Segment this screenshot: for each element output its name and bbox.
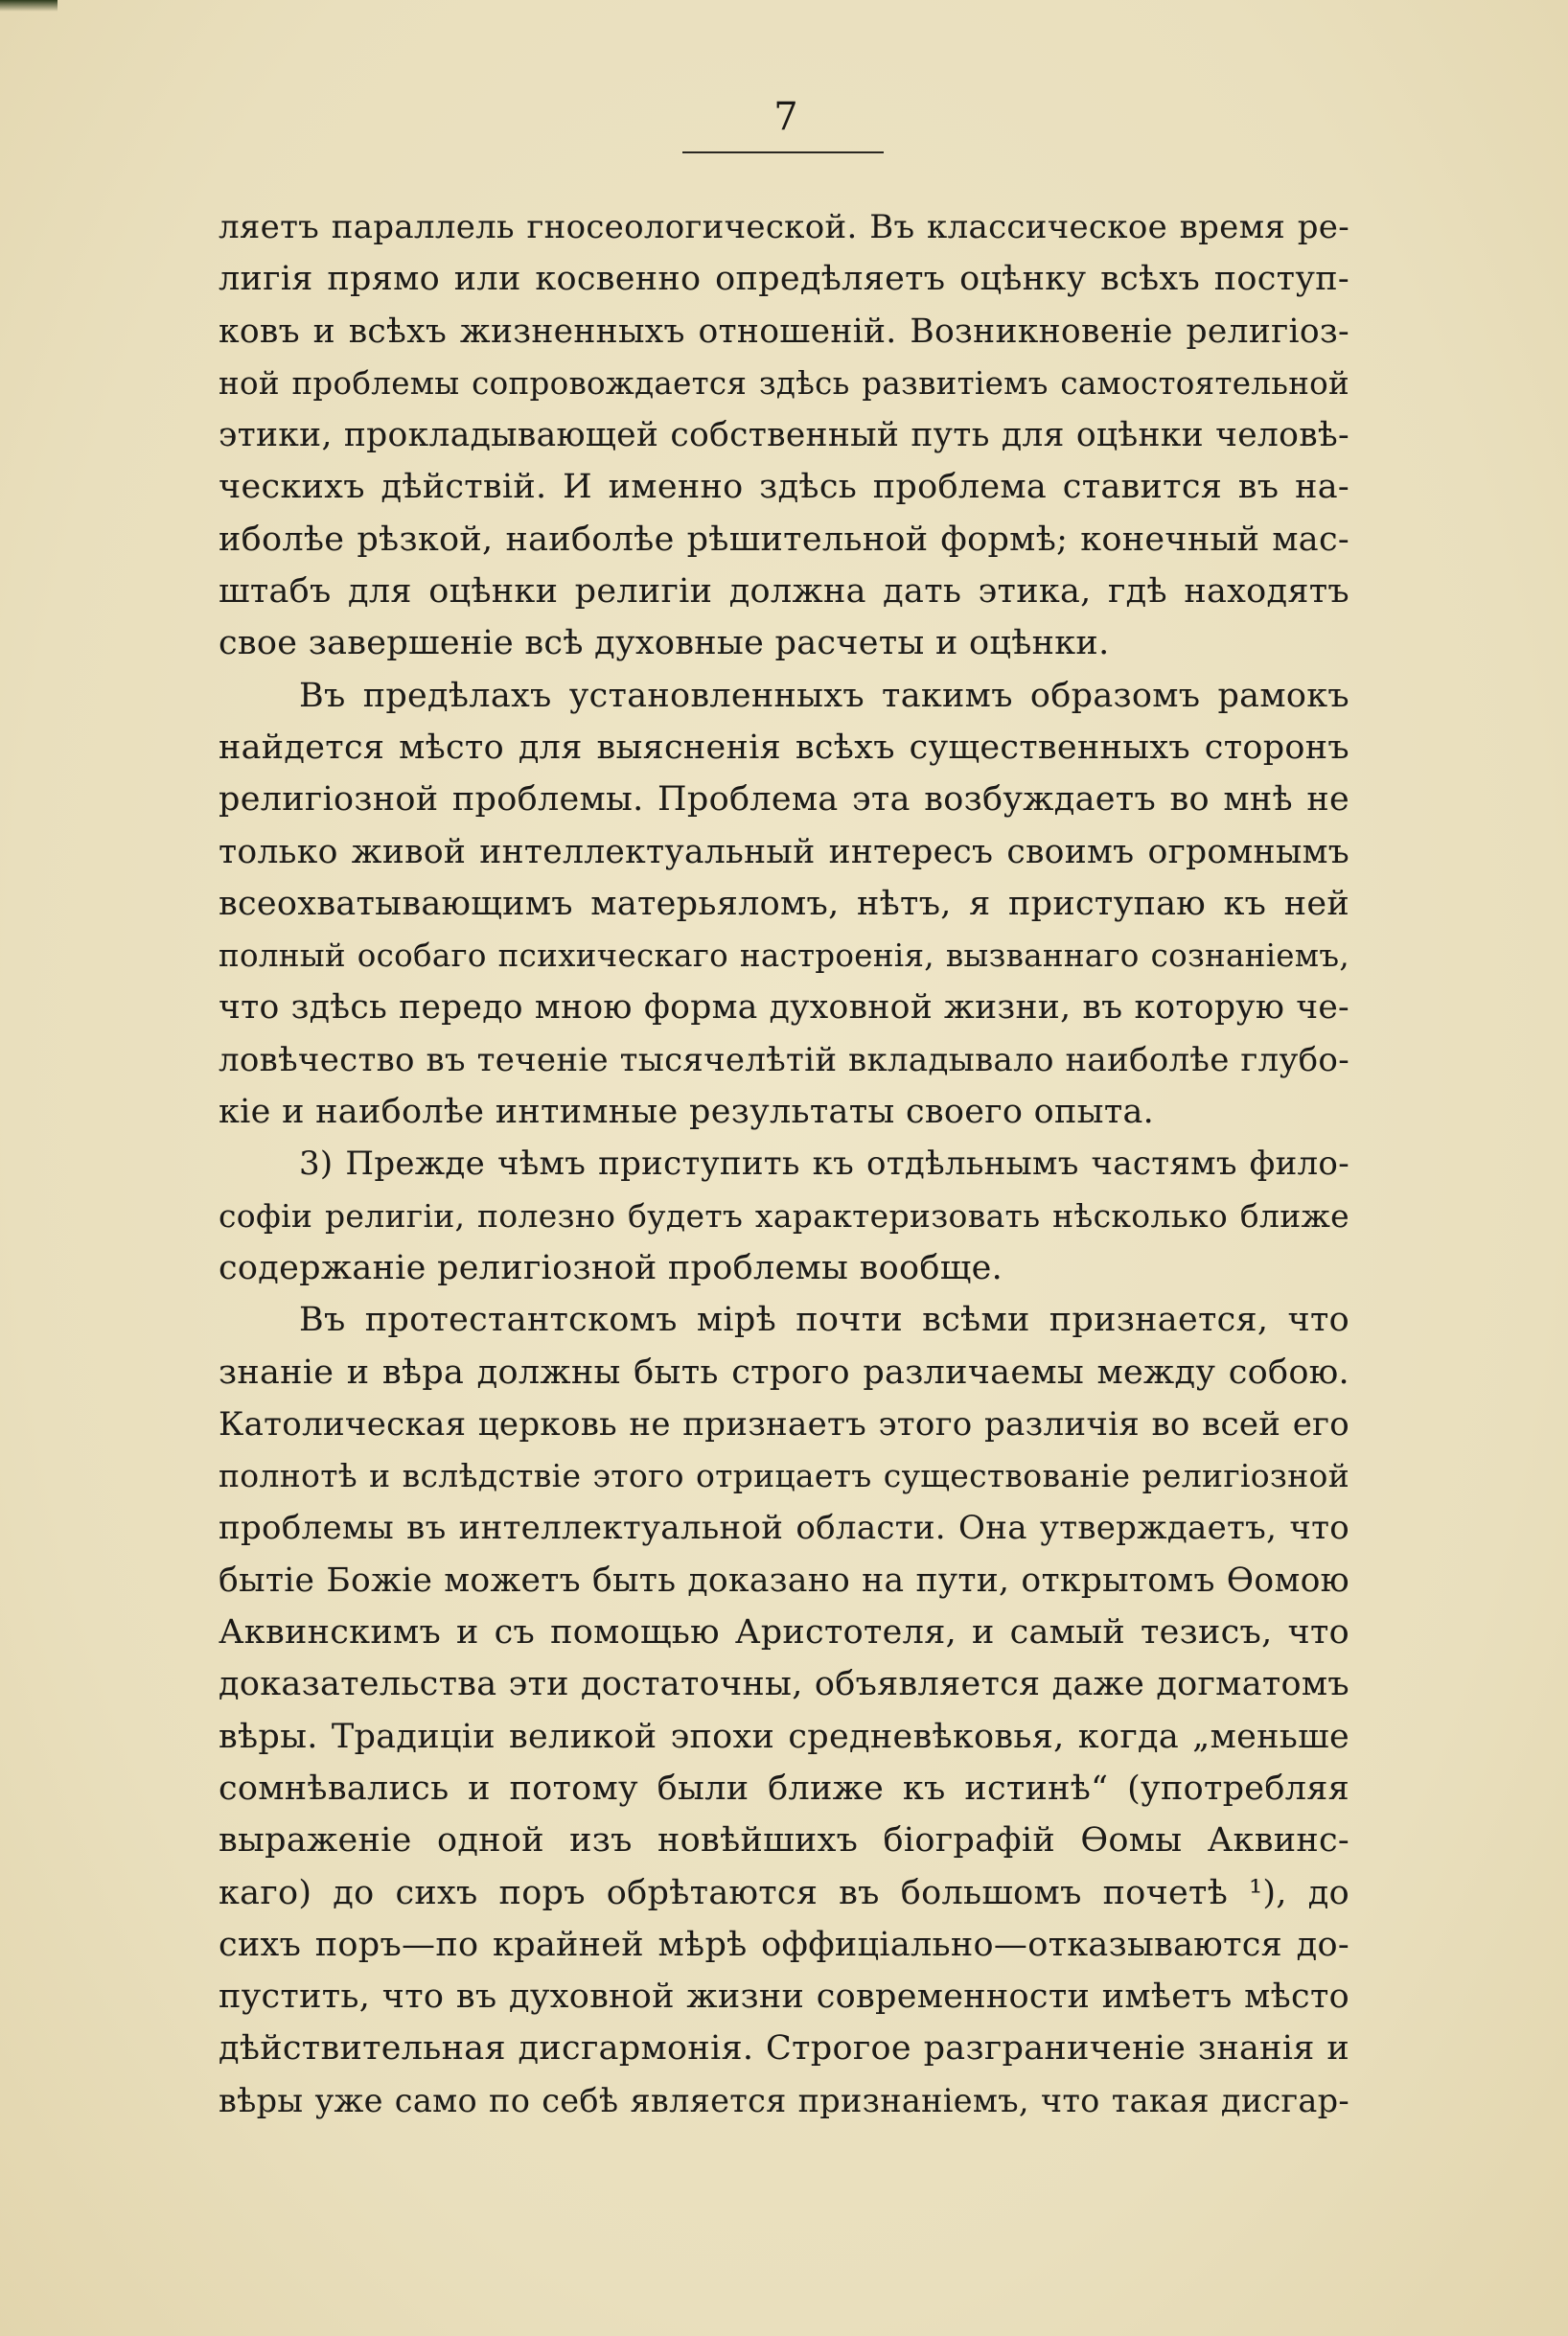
text-line: ческихъ дѣйствій. И именно здѣсь проблема ставится въ на- bbox=[219, 468, 1349, 507]
text-line: 3) Прежде чѣмъ приступить къ отдѣльнымъ частямъ фило- bbox=[299, 1145, 1349, 1184]
text-line: Въ протестантскомъ мірѣ почти всѣми признается, что bbox=[299, 1301, 1349, 1340]
page-number: 7 bbox=[773, 95, 798, 139]
text-line: пустить, что въ духовной жизни современности имѣетъ мѣсто bbox=[219, 1978, 1349, 2017]
text-line: Католическая церковь не признаетъ этого различія во всей его bbox=[219, 1404, 1349, 1444]
text-line: вѣры. Традиціи великой эпохи средневѣковья, когда „меньше bbox=[219, 1717, 1349, 1756]
page-edge-shadow bbox=[0, 0, 58, 12]
body-text bbox=[219, 201, 1349, 2127]
text-line: Аквинскимъ и съ помощью Аристотеля, и самый тезисъ, что bbox=[219, 1613, 1349, 1653]
text-line: выраженіе одной изъ новѣйшихъ біографій Ѳомы Аквинс- bbox=[219, 1821, 1349, 1861]
text-line: что здѣсь передо мною форма духовной жизни, въ которую че- bbox=[219, 988, 1349, 1028]
text-line: полнотѣ и вслѣдствіе этого отрицаетъ существованіе религіозной bbox=[219, 1457, 1349, 1495]
text-line: штабъ для оцѣнки религіи должна дать этика, гдѣ находятъ bbox=[219, 572, 1349, 612]
text-line: этики, прокладывающей собственный путь для оцѣнки человѣ- bbox=[219, 416, 1349, 455]
text-line: иболѣе рѣзкой, наиболѣе рѣшительной формѣ; конечный мас- bbox=[219, 520, 1349, 559]
text-line: бытіе Божіе можетъ быть доказано на пути, открытомъ Ѳомою bbox=[219, 1561, 1349, 1600]
text-line: сомнѣвались и потому были ближе къ истинѣ“ (употребляя bbox=[219, 1769, 1349, 1808]
text-line: софіи религіи, полезно будетъ характеризовать нѣсколько ближе bbox=[219, 1196, 1349, 1235]
text-line: только живой интеллектуальный интересъ своимъ огромнымъ bbox=[219, 832, 1349, 871]
text-line: ной проблемы сопровождается здѣсь развитіемъ самостоятельной bbox=[219, 364, 1349, 402]
text-line: дѣйствительная дисгармонія. Строгое разграниченіе знанія и bbox=[219, 2029, 1349, 2069]
text-line: найдется мѣсто для выясненія всѣхъ существенныхъ сторонъ bbox=[219, 728, 1349, 767]
text-line: Въ предѣлахъ установленныхъ такимъ образомъ рамокъ bbox=[299, 676, 1349, 715]
text-line: полный особаго психическаго настроенія, вызваннаго сознаніемъ, bbox=[219, 937, 1349, 975]
text-line: лигія прямо или косвенно опредѣляетъ оцѣнку всѣхъ поступ- bbox=[219, 260, 1349, 299]
text-line: кіе и наиболѣе интимные результаты своего опыта. bbox=[219, 1093, 1155, 1132]
text-line: свое завершеніе всѣ духовные расчеты и оцѣнки. bbox=[219, 624, 1110, 663]
text-line: ковъ и всѣхъ жизненныхъ отношеній. Возникновеніе религіоз- bbox=[219, 312, 1349, 351]
text-line: ляетъ параллель гносеологической. Въ классическое время ре- bbox=[219, 208, 1349, 246]
text-line: знаніе и вѣра должны быть строго различаемы между собою. bbox=[219, 1353, 1349, 1392]
text-line: вѣры уже само по себѣ является признаніемъ, что такая дисгар- bbox=[219, 2081, 1349, 2119]
text-line: доказательства эти достаточны, объявляется даже догматомъ bbox=[219, 1665, 1349, 1704]
text-line: проблемы въ интеллектуальной области. Она утверждаетъ, что bbox=[219, 1509, 1349, 1548]
text-line: ловѣчество въ теченіе тысячелѣтій вкладывало наиболѣе глубо- bbox=[219, 1040, 1349, 1079]
text-line: содержаніе религіозной проблемы вообще. bbox=[219, 1248, 1003, 1287]
text-line: сихъ поръ—по крайней мѣрѣ оффиціально—отказываются до- bbox=[219, 1925, 1349, 1964]
page-number-rule bbox=[682, 151, 884, 153]
text-line: каго) до сихъ поръ обрѣтаются въ большомъ почетѣ ¹), до bbox=[219, 1873, 1349, 1912]
text-line: всеохватывающимъ матерьяломъ, нѣтъ, я приступаю къ ней bbox=[219, 884, 1349, 923]
text-line: религіозной проблемы. Проблема эта возбуждаетъ во мнѣ не bbox=[219, 780, 1349, 820]
